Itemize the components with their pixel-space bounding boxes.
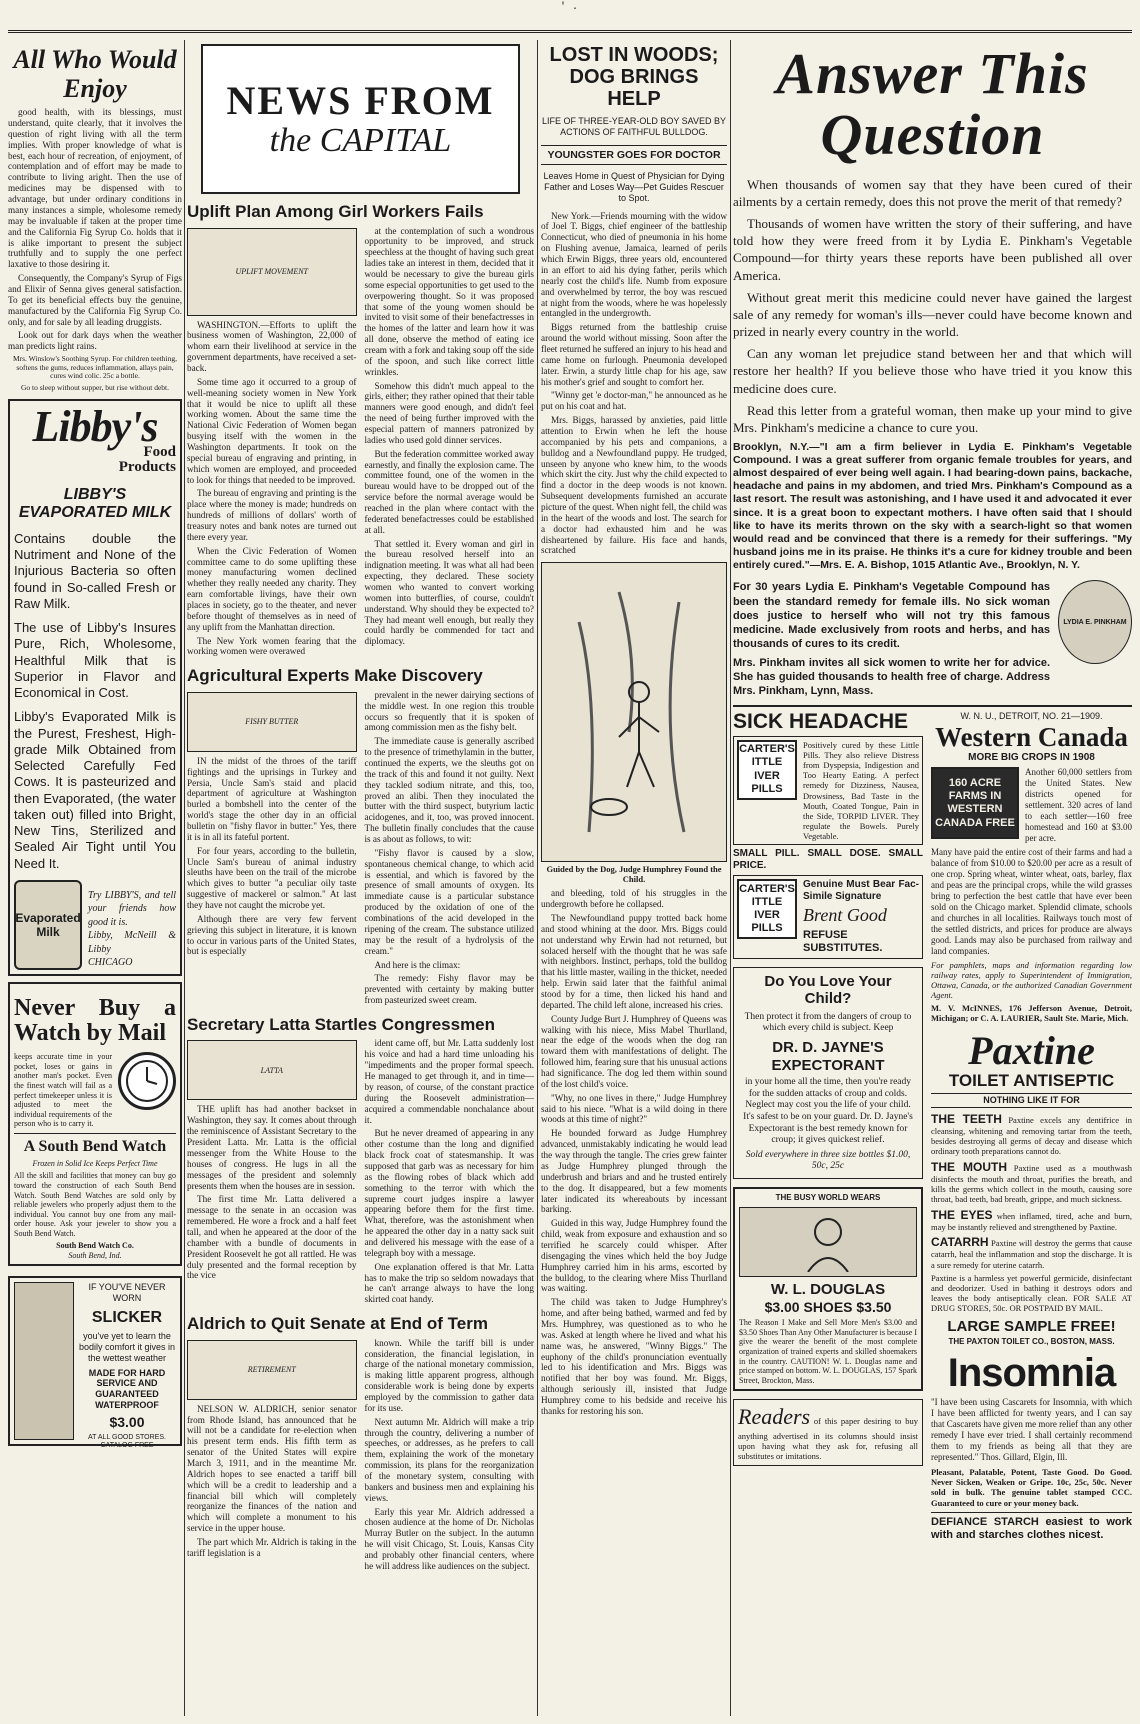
slicker-line: MADE FOR HARD SERVICE AND GUARANTEED WATERPROOF xyxy=(88,1367,166,1410)
article-column xyxy=(187,690,357,1009)
paragraph: That settled it. Every woman and girl in the bureau resolved herself into an indignation meeting. It was what all had been expecting, they declared. These society women who wanted to convert working women into butterflies, of course, couldn't understand. Why should they be expected to? They had meant well enough, but really they could hardly be commended for tact and diplomacy. xyxy=(364,538,534,647)
article-column xyxy=(187,226,357,661)
insomnia-headline: Insomnia xyxy=(947,1350,1116,1395)
slicker-brand: SLICKER xyxy=(91,1308,163,1326)
farms-logo: 160 ACRE FARMS IN WESTERN CANADA FREE xyxy=(931,767,1019,839)
paragraph: Early this year Mr. Aldrich addressed a chosen audience at the home of Dr. Nicholas Murray Butler on the subject. In the autumn he will visit Chicago, St. Louis, Kansas City and probably other financial centers, where he will address like audiences on the subject. xyxy=(364,1506,534,1571)
libby-try: Try LIBBY'S, and tell your friends how good it is. xyxy=(88,889,176,928)
sbw-body: All the skill and facilities that money can buy go toward the construction of each South Bend Watch. South Bend Watches are sold only by reliable jewelers who properly adjust them to the individual. You cannot buy one from any mail-order house. Ask your jeweler to show you a South Bend Watch. xyxy=(14,1171,176,1238)
header-subtitle: the CAPITAL xyxy=(269,121,452,159)
libby-paragraph: Libby's Evaporated Milk is the Purest, Freshest, High-grade Milk Obtained from Selected Carefully Fed Cows. It is pasteurized and then Evaporated, (the water taken out) filled into Bright, New Tins, Sterilized and Sealed Air Tight until You Need It. xyxy=(14,709,176,871)
readers-notice xyxy=(733,1399,923,1466)
bottom-ads xyxy=(733,705,1132,1542)
carters-logo: CARTER'S ITTLE IVER PILLS xyxy=(737,740,797,800)
paragraph: THE uplift has had another backset in Washington, they say. It comes about through the reminiscence of Assistant Secretary to the President Latta. Mr. Latta is the official messenger from the White House to the houses of congress. He lugs in all the messages of the president and solemnly presents them when the houses are in session. xyxy=(187,1104,357,1191)
judge-and-child-illustration xyxy=(541,562,727,862)
paragraph: Can any woman let prejudice stand between her and that which will restore her health? If you believe those who have tried it you know this medicine does cure. xyxy=(733,346,1132,396)
paragraph: County Judge Burt J. Humphrey of Queens was walking with his niece, Miss Mabel Thurlland, near the edge of the woods when the dog ran toward them with manifestations of delight. The followed him, fearing sure that his unusual actions had significance. The dog led them within sound of the lost child's voice. xyxy=(541,1013,727,1089)
slicker-line: AT ALL GOOD STORES. CATALOG FREE xyxy=(88,1433,166,1449)
fishy-butter-illustration: FISHY BUTTER xyxy=(187,692,357,752)
deck: Leaves Home in Quest of Physician for Dying Father and Loses Way—Pet Guides Rescuer to Spot. xyxy=(543,170,725,204)
douglas-name: W. L. DOUGLAS xyxy=(770,1280,886,1298)
uplift-illustration: UPLIFT MOVEMENT xyxy=(187,228,357,316)
article-headline: Aldrich to Quit Senate at End of Term xyxy=(187,1314,488,1334)
large-sample: LARGE SAMPLE FREE! xyxy=(947,1317,1116,1335)
paragraph: But he never dreamed of appearing in any other costume than the long and dignified black frock coat of statesmanship. It was supposed that garb was as necessary for him as the flowing robes of black which add something to the terror with which the supreme court judges inspire a lawyer appearing before them for the first time. What, therefore, was the astonishment when he appeared the other day in a natty sack suit and delivered his message with the ease of a telegraph boy with a message. xyxy=(364,1128,534,1258)
toilet-antiseptic: TOILET ANTISEPTIC xyxy=(948,1070,1115,1090)
nothing-like-it: NOTHING LIKE IT FOR xyxy=(931,1093,1132,1108)
jayne-price: Sold everywhere in three size bottles $1.00, 50c, 25c xyxy=(745,1149,911,1172)
retirement-illustration: RETIREMENT xyxy=(187,1340,357,1400)
libby-ad xyxy=(8,399,182,976)
jayne-body: in your home all the time, then you're ready for the sudden attacks of croup and colds. Neglect may cost you the life of your child. It's safest to be on your guard. Dr. D. Jayne's Expectorant is the best remedy known for croup; it gives quickest relief. xyxy=(743,1077,913,1146)
paragraph: WASHINGTON.—Efforts to uplift the business women of Washington, 22,000 of whom earn their livelihood at service in the government departments, have received a set-back. xyxy=(187,319,357,373)
paragraph: "Why, no one lives in there," Judge Humphrey said to his niece. "What is a wild doing in there woods at this time of night?" xyxy=(541,1092,727,1125)
paragraph: Thousands of women have written the story of their suffering, and have told how they were freed from it by Lydia E. Pinkham's Vegetable Compound—for thirty years these reports have been published all over America. xyxy=(733,216,1132,283)
closing-paragraph: For 30 years Lydia E. Pinkham's Vegetable Compound has been the standard remedy for female ills. No sick woman does justice to herself who will not try this famous medicine. Made exclusively from roots and herbs, and has thousands of cures to its credit. xyxy=(733,581,1050,651)
libby-signature xyxy=(88,889,176,970)
paragraph: Mrs. Biggs, harassed by anxieties, paid little attention to Erwin when he left the house accompanied by his pets and companions, a bulldog and a Newfoundland puppy. He trudged, unseen by anyone who knew him, to the woods which skirt the city. Just why the child expected to find a doctor in the deep woods is not known. Subsequent developments furnished an accurate picture of the quest. When night fell, the child was in the heart of the woods and lost. The search for a doctor had exhausted him and he was disheartened by failure. His face and hands, scratched xyxy=(541,415,727,556)
watch-row xyxy=(14,1052,176,1129)
signature: Brent Good xyxy=(803,905,887,926)
western-canada-headline: Western Canada xyxy=(935,722,1128,753)
pax-key: THE TEETH xyxy=(931,1111,1002,1126)
libby-sub-line: Products xyxy=(118,459,176,476)
pax-value: Paxtine will destroy the germs that cause catarrh, heal the inflammation and stop the discharge. It is a sure remedy for uterine catarrh. xyxy=(931,1238,1132,1270)
column-1 xyxy=(8,40,182,1716)
column-rule xyxy=(184,40,185,1716)
wc-agent: M. V. McINNES, 176 Jefferson Avenue, Detroit, Michigan; or C. A. LAURIER, Sault Ste. Marie, Mich. xyxy=(931,1002,1132,1023)
milk-can-icon: Evaporated Milk xyxy=(14,880,82,970)
pax-value: Paxtine excels any dentifrice in cleansing, whitening and removing tartar from the teeth, besides destroying all germs of decay and disease which ordinary tooth preparations cannot do. xyxy=(931,1114,1132,1157)
paxtine-logo: Paxtine xyxy=(968,1027,1095,1073)
article-headline: Uplift Plan Among Girl Workers Fails xyxy=(187,202,484,221)
sbw-company: South Bend Watch Co. xyxy=(56,1241,134,1251)
libby-footer xyxy=(14,880,176,970)
libby-paragraph: Contains double the Nutriment and None of the Injurious Bacteria so often found in So-called Fresh or Raw Milk. xyxy=(14,530,176,611)
genuine-text: Genuine Must Bear Fac-Simile Signature xyxy=(803,879,919,903)
pax-row xyxy=(931,1235,1132,1270)
douglas-price: $3.00 SHOES $3.50 xyxy=(764,1298,892,1315)
paragraph: The bureau of engraving and printing is the place where the money is made; hundreds on hundreds of millions of dollars' worth of treasury notes and bank notes are turned out there every year. xyxy=(187,488,357,542)
pax-value: Paxtine used as a mouthwash disinfects the mouth and throat, purifies the breath, and kills the germs which collect in the mouth, causing sore throat, bad teeth, bad breath, grippe, and much sickness. xyxy=(931,1162,1132,1205)
deck-bold: YOUNGSTER GOES FOR DOCTOR xyxy=(541,145,727,165)
lost-in-woods-headline: LOST IN WOODS; DOG BRINGS HELP xyxy=(549,44,719,110)
libby-headline: LIBBY'S EVAPORATED MILK xyxy=(18,486,172,522)
column-3 xyxy=(541,40,727,1716)
sick-headache-headline: SICK HEADACHE xyxy=(733,709,909,733)
slicker-line: you've yet to learn the bodily comfort it gives in the wettest weather xyxy=(78,1331,176,1363)
pax-row xyxy=(931,1112,1132,1157)
wc-text: For pamphlets, maps and information regarding low railway rates, apply to Superintendent of Immigration, Ottawa, Canada, or the authorized Canadian Government Agent. xyxy=(931,959,1132,1001)
article-body xyxy=(187,1338,534,1575)
western-canada-subhead: MORE BIG CROPS IN 1908 xyxy=(968,751,1095,763)
libby-sub-line: Food xyxy=(143,443,176,460)
article-body xyxy=(187,226,534,661)
article-column xyxy=(365,690,535,1009)
libby-logo: Libby's xyxy=(32,401,158,451)
readers-title: Readers xyxy=(738,1404,811,1430)
pax-key: CATARRH xyxy=(931,1235,989,1250)
paragraph: Although there are very few fervent grieving this subject in literature, it is known to occur in various parts of the United States, but is especially xyxy=(187,913,357,957)
readers-body: of this paper desiring to buy anything advertised in its columns should insist upon having what they ask for, refusing all substitutes or imitations. xyxy=(738,1416,919,1462)
right-ads xyxy=(931,711,1132,1542)
wnu-line: W. N. U., DETROIT, NO. 21—1909. xyxy=(960,710,1103,721)
douglas-body: The Reason I Make and Sell More Men's $3.00 and $3.50 Shoes Than Any Other Manufacturer is because I give the wearer the benefit of the most complete organization of trained experts and skilled shoemakers in the country. CAUTION! W. L. Douglas name and price stamped on bottom. W. L. DOUGLAS, 157 Spark Street, Brockton, Mass. xyxy=(739,1318,917,1385)
slicker-price: $3.00 xyxy=(109,1413,145,1430)
paragraph: For four years, according to the bulletin, Uncle Sam's bureau of animal industry sleuths have been on the trail of the microbe which gives to butter "a peculiar oily taste suggestive of mackerel or salmon." At last they have not caught the microbe yet. xyxy=(187,845,357,911)
small-pill-line: SMALL PILL. SMALL DOSE. SMALL PRICE. xyxy=(733,848,923,872)
sbw-city: South Bend, Ind. xyxy=(68,1250,122,1260)
paragraph: IN the midst of the throes of the tariff fightings and the uprisings in Turkey and Persia, Uncle Sam's staid and placid department of agriculture at Washington burled a bombshell into the center of the world's stage the other day in an official bulletin on "fishy flavor in butter." Yes, there it is in all its fateful portent. xyxy=(187,755,357,842)
proverb: Go to sleep without supper, but rise without debt. xyxy=(20,382,169,392)
libby-company: Libby, McNeill & Libby xyxy=(88,930,176,955)
sbw-subhead: Frozen in Solid Ice Keeps Perfect Time xyxy=(32,1158,158,1168)
paragraph: good health, with its blessings, must understand, quite clearly, that it involves the question of right living with all the term implies. With proper knowledge of what is best, each hour of recreation, of enjoyment, of contemplation and of effort may be made to contribute to living aright. Then the use of medicines may be dispensed with to advantage, but under ordinary conditions in many instances a simple, wholesome remedy may be invaluable if taken at the proper time and the California Fig Syrup Co. holds that it is alike important to present the subject truthfully and to supply the one perfect laxative to those desiring it. xyxy=(8,107,182,270)
paragraph: When the Civic Federation of Women committee came to do some uplifting these money manufacturing women declined whether they really needed any charity. They earn comfortable livings, have their own places in society, go to the theater, and never before thought of themselves as in need of any uplift from the Manhattan direction. xyxy=(187,545,357,632)
refuse-substitutes: REFUSE SUBSTITUTES. xyxy=(803,928,883,954)
pax-row xyxy=(931,1208,1132,1233)
article-headline: Agricultural Experts Make Discovery xyxy=(187,666,483,686)
paragraph: The first time Mr. Latta delivered a message to the senate in an occasion was remembered. He wore a frock and a half feet tall, and when he appeared at the door of the chamber with a bundle of documents in President Roosevelt he got all rattled. He was duly presented and the formal reception by the vice xyxy=(187,1194,357,1281)
paragraph: known. While the tariff bill is under consideration, the financial legislation, in charge of the national monetary commission, is making little apparent progress, although considerable work is being done by experts employed by the commission to gather data for its use. xyxy=(364,1337,534,1413)
paragraph: He bounded forward as Judge Humphrey advanced, unmistakably indicating he would lead the way through the tangle. The cries grew fainter as Judge Humphrey plunged through the underbrush and briars and and he trusted entirely to the dog. It disappeared, but a few moments later indicated its whereabouts by incessant barking. xyxy=(541,1128,727,1215)
douglas-top: THE BUSY WORLD WEARS xyxy=(775,1192,881,1202)
paragraph: Guided in this way, Judge Humphrey found the child, weak from exposure and exhaustion and so terrified he scarcely could whisper. After disengaging the vines which held the boy Judge Humphrey carried him in his arms, escorted by the bulldog, to the clearing where Miss Thurlland was waiting. xyxy=(541,1218,727,1294)
paragraph: Without great merit this medicine could never have gained the largest sale of any remedy for woman's ills—never could have become known and prized in nearly every country in the world. xyxy=(733,289,1132,340)
paragraph: But the federation committee worked away earnestly, and finally the explosion came. The committee found, one of the women in the bureau would have to be dropped out of the service before the normal average would be reached in the plan where contact with the federated benefactresses could be established at all. xyxy=(364,448,534,535)
jayne-question: Do You Love Your Child? xyxy=(764,973,892,1008)
carters-genuine xyxy=(733,875,923,959)
paragraph: And here is the climax: xyxy=(374,959,461,970)
douglas-portrait xyxy=(739,1207,917,1277)
paragraph: The Newfoundland puppy trotted back home and stood whining at the door. Mrs. Biggs could not understand why Erwin had not returned, but solaced herself with the thought that he was safe with neighbors. Instinct, perhaps, told the bulldog that his little master, wailing in the thicket, needed help. Erwin said later that the faithful animal stood by for a time, then licked his hand and departed. The child left alone, increased his cries. xyxy=(541,913,727,1010)
column-rule xyxy=(730,40,731,1716)
paragraph: The New York women fearing that the working women were overawed xyxy=(187,635,357,657)
paragraph: "Winny get 'e doctor-man," he announced as he put on his coat and hat. xyxy=(541,390,727,412)
article-column xyxy=(365,1338,535,1575)
column-4 xyxy=(733,40,1132,1716)
libby-paragraph: The use of Libby's Insures Pure, Rich, Wholesome, Healthful Milk that is Superior in Flavor and Economical in Cost. xyxy=(14,620,176,701)
news-from-capital-header xyxy=(201,44,520,194)
insomnia-foot: Pleasant, Palatable, Potent, Taste Good. Do Good. Never Sicken, Weaken or Gripe. 10c, 25c, 50c. Never sold in bulk. The genuine tablet stamped CCC. Guaranteed to cure or your money back. xyxy=(931,1466,1132,1508)
defiance-starch: DEFIANCE STARCH easiest to work with and starches clothes nicest. xyxy=(931,1512,1132,1542)
watch-headline: Never Buy a Watch by Mail xyxy=(14,994,176,1047)
paragraph: Next autumn Mr. Aldrich will make a trip through the country, delivering a number of speeches, or addresses, as he prefers to call them, explaining the work of the monetary commission, its plans for the reorganization of the monetary system, consulting with bankers and business men and explaining his views. xyxy=(364,1416,534,1503)
slicker-line: IF YOU'VE NEVER WORN xyxy=(88,1282,166,1304)
deck: LIFE OF THREE-YEAR-OLD BOY SAVED BY ACTIONS OF FAITHFUL BULLDOG. xyxy=(541,116,727,138)
pocket-watch-icon xyxy=(118,1052,176,1110)
article-headline: Secretary Latta Startles Congressmen xyxy=(187,1014,496,1034)
paragraph: The part which Mr. Aldrich is taking in the tariff legislation is a xyxy=(187,1536,357,1558)
slicker-ad xyxy=(8,1276,182,1449)
article-column xyxy=(365,1038,535,1308)
pinkham-portrait xyxy=(1058,580,1132,664)
western-canada-body xyxy=(931,767,1132,844)
carters-text: Positively cured by these Little Pills. They also relieve Distress from Dyspepsia, Indigestion and Too Hearty Eating. A perfect remedy for Dizziness, Nausea, Drowsiness, Bad Taste in the Mouth, Coated Tongue, Pain in the Side, TORPID LIVER. They regulate the Bowels. Purely Vegetable. xyxy=(803,739,919,842)
jayne-product: DR. D. JAYNE'S EXPECTORANT xyxy=(771,1038,885,1074)
paragraph: ident came off, but Mr. Latta suddenly lost his voice and had a hard time unloading his "impediments and the proper formal speech. He managed to get through it, and in time—by reason, of course, of the constant practice during the Roosevelt administration—acquired a commendable nonchalance about it. xyxy=(364,1038,534,1125)
paragraph: Consequently, the Company's Syrup of Figs and Elixir of Senna gives general satisfaction. To get its beneficial effects buy the genuine, manufactured by the California Fig Syrup Co. only, and for sale by all leading druggists. xyxy=(8,273,182,327)
watch-body: keeps accurate time in your pocket, loses or gains in another man's pocket. Even the finest watch will fail as a perfect timekeeper unless it is adjusted to meet the individual requirements of the person who is to carry it. xyxy=(14,1052,112,1129)
jayne-body: Then protect it from the dangers of croup to which every child is subject. Keep xyxy=(744,1011,912,1034)
carters-logo: CARTER'S ITTLE IVER PILLS xyxy=(737,879,797,939)
paragraph: "Fishy flavor is caused by a slow, spontaneous chemical change, to which acid is essential, and which is favored by the presence of small amounts of oxygen. Its immediate cause is a particular substance produced by the oxidation of one of the combinations of the acid developed in the ripening of the cream. The substance utilized may be the result of a hydrolysis of the cream." xyxy=(364,847,534,956)
paragraph: at the contemplation of such a wondrous opportunity to be improved, and struck speechless at the thought of having such great ladies take an interest in them, decided that it would be necessary to give the bureau girls some especial opportunities to get used to the overpowering thought. So it was proposed that some of the young women should be invited to visit some of their benefactresses in the homes of the latter and learn how it was all done, observe the method of eating ice cream with a fork and taking soup off the side of the spoon, and such like correct little wrinkles. xyxy=(364,225,534,377)
testimonial: Brooklyn, N.Y.—"I am a firm believer in Lydia E. Pinkham's Vegetable Compound. I was a great sufferer from organic female troubles for years, and almost despaired of ever being well again. I had bearing-down pains, backache, headache and pains in my abdomen, and tried Mrs. Pinkham's Compound as a last resort. The result was astonishing, and I have used it and advocated it ever since. It is a great boon to expectant mothers. I have often said that I should like to have its merits thrown on the sky with a search-light so that women would read and be convinced that there is a remedy for their sufferings. "My husband joins me in its praise. He thinks it's a cure for kidney trouble and been entirely cured."—Mrs. E. A. Bishop, 1015 Atlantic Ave., Brooklyn, N. Y. xyxy=(733,440,1132,572)
paragraph: The child was taken to Judge Humphrey's home, and after being bathed, warmed and fed by Mrs. Humphrey, was questioned as to who he was. Asked at length where he lived and what his name was, he answered, "Winny Biggs." The euphony of the child's pronunciation eventually led to his identification and Mrs. Biggs was notified that her boy was found. Mr. Biggs, although seriously ill, insisted that Judge Humphrey come to his bedside and receive his thanks for restoring his son. xyxy=(541,1297,727,1416)
column-rule xyxy=(537,40,538,1716)
portrait-label: LYDIA E. PINKHAM xyxy=(1063,618,1127,626)
pinkham-closing xyxy=(733,580,1132,698)
paragraph: Look out for dark days when the weather man predicts light rains. xyxy=(8,330,182,352)
libby-city: CHICAGO xyxy=(88,957,133,969)
paragraph: and bleeding, told of his struggles in the undergrowth before he collapsed. xyxy=(541,888,727,910)
column-2 xyxy=(187,40,534,1716)
paragraph: The immediate cause is generally ascribed to the presence of trimethylamin in the butter, continued the experts, we the sleuths got on the track of this and found it not guilty. Next they tackled sodium nitrate, and this, too, proved an alibi. Then they inoculated the butter with the third suspect, butyrium lactic acidogenes, and it, too, was proved innocent. The bulletin finally concludes that the cause is as about as follows, to wit: xyxy=(364,736,534,845)
jayne-ad xyxy=(733,967,923,1179)
wc-text: Another 60,000 settlers from the United States. New districts opened for settlement. 320 acres of land to each settler—160 free homestead and 160 at $3.00 per acre. xyxy=(1025,767,1132,844)
header-title: NEWS FROM xyxy=(226,78,495,124)
paragraph: Some time ago it occurred to a group of well-meaning society women in New York that it would be nice to uplift all these working women. About the same time the National Civic Federation of Women began busying itself with the women in the Washington departments. It took on the special bureau of engraving and printing, in which women are employed, and proceeded to look for things that needed to be improved. xyxy=(187,376,357,485)
article-column xyxy=(365,226,535,661)
article-column xyxy=(187,1338,357,1575)
paragraph: Read this letter from a grateful woman, then make up your mind to give Mrs. Pinkham's medicine a chance to cure you. xyxy=(733,402,1132,435)
paragraph: The remedy: Fishy flavor may be prevented with certainty by making butter from pasteurized sweet cream. xyxy=(364,973,534,1006)
paragraph: Biggs returned from the battleship cruise around the world without missing. Soon after the fleet returned he suffered an injury to his head and came home on furlough. Pneumonia developed later. Erwin, a sturdy little chap for his age, saw his mother's grief and sought to comfort her. xyxy=(541,322,727,387)
top-rule xyxy=(8,30,1132,33)
genuine-block xyxy=(803,879,919,955)
south-bend-ad xyxy=(8,982,182,1266)
fig-syrup-headline: All Who Would Enjoy xyxy=(13,45,177,103)
sbw-headline: A South Bend Watch xyxy=(14,1133,176,1157)
pax-value: when inflamed, tired, ache and burn, may be instantly relieved and strengthened by Paxtine. xyxy=(931,1210,1132,1232)
answer-headline: Answer This Question xyxy=(776,41,1089,167)
paragraph: One explanation offered is that Mr. Latta has to make the trip so seldom nowadays that he can't arrange always to have the long skirted coat handy. xyxy=(364,1261,534,1305)
illustration-caption: Guided by the Dog, Judge Humphrey Found the Child. xyxy=(546,864,722,885)
fig-syrup-ad xyxy=(8,107,182,352)
paragraph: prevalent in the newer dairying sections of the middle west. In one region this trouble occurs so frequently that it is spoken of among commission men as the fishy belt. xyxy=(364,689,534,733)
latta-illustration: LATTA xyxy=(187,1040,357,1100)
pax-key: THE MOUTH xyxy=(931,1159,1007,1174)
pax-row xyxy=(931,1160,1132,1205)
paragraph: NELSON W. ALDRICH, senior senator from Rhode Island, has announced that he will not be a candidate for re-election when his present term ends. His fifth term as senator of the United States will expire March 3, 1911, and in the meantime Mr. Aldrich hopes to see enacted a tariff bill which will be a credit to leadership and a financial bill which will completely reorganize the finances of the nation and which will complete a monument to his service in the upper house. xyxy=(187,1403,357,1534)
paxton-company: THE PAXTON TOILET CO., BOSTON, MASS. xyxy=(948,1337,1115,1347)
paragraph: When thousands of women say that they have been cured of their ailments by a certain remedy, does this not prove the merit of that remedy? xyxy=(733,176,1132,209)
pinkham-closing-text xyxy=(733,580,1050,698)
insomnia-body: "I have been using Cascarets for Insomnia, with which I have been afflicted for twenty years, and I can say that Cascarets have given me more relief than any other remedy I have ever tried. I shall certainly recommend them to my friends as being all that they are represented." Thos. Gillard, Elgin, Ill. xyxy=(931,1396,1132,1462)
article-body xyxy=(187,1038,534,1308)
douglas-ad xyxy=(733,1187,923,1392)
wc-text: Many have paid the entire cost of their farms and had a balance of from $10.00 to $20.00 per acre as a result of one crop. Spring wheat, winter wheat, oats, barley, flax and peas are the principal crops, while the wild grasses bring to perfection the best cattle that have ever been sold on the Chicago market. Splendid climate, schools and churches in all localities. Railways touch most of the settled districts, and prices for produce are always good. Lands may also be purchased from railway and land companies. xyxy=(931,847,1132,956)
fisherman-illustration xyxy=(14,1282,74,1440)
article-body xyxy=(187,690,534,1009)
pax-note: Paxtine is a harmless yet powerful germicide, disinfectant and deodorizer. Used in bathing it destroys odors and leaves the body antiseptically clean. FOR SALE AT DRUG STORES, 50c. OR POSTPAID BY MAIL. xyxy=(931,1272,1132,1314)
pinkham-ad xyxy=(733,176,1132,436)
top-note: ' . xyxy=(560,2,579,13)
left-ads xyxy=(733,711,923,1542)
paragraph: New York.—Friends mourning with the widow of Joel T. Biggs, chief engineer of the battleship Connecticut, who died of pneumonia in his home on Flushing avenue, Jamaica, learned of perils which Erwin Biggs, three years old, encountered in an effort to aid his dying father, perils which nearly cost the child's life. Numb from exposure and overwhelmed by terror, the boy was rescued at night from the woods, where he was hopelessly entangled in the undergrowth. xyxy=(541,210,727,319)
pax-key: THE EYES xyxy=(931,1207,993,1222)
paragraph: Somehow this didn't much appeal to the girls, either; they rather opined that their table manners were good enough, and didn't feel the need of being further improved with the especial pattern of manners patronized by ladies who used gold dinner services. xyxy=(364,380,534,445)
winslow-ad: Mrs. Winslow's Soothing Syrup. For children teething, softens the gums, reduces inflammation, allays pain, cures wind colic. 25c a bottle. xyxy=(12,354,178,381)
carters-ad xyxy=(733,736,923,846)
article-column xyxy=(187,1038,357,1308)
invite-paragraph: Mrs. Pinkham invites all sick women to write her for advice. She has guided thousands to health free of charge. Address Mrs. Pinkham, Lynn, Mass. xyxy=(733,656,1050,698)
slicker-text xyxy=(78,1282,176,1449)
